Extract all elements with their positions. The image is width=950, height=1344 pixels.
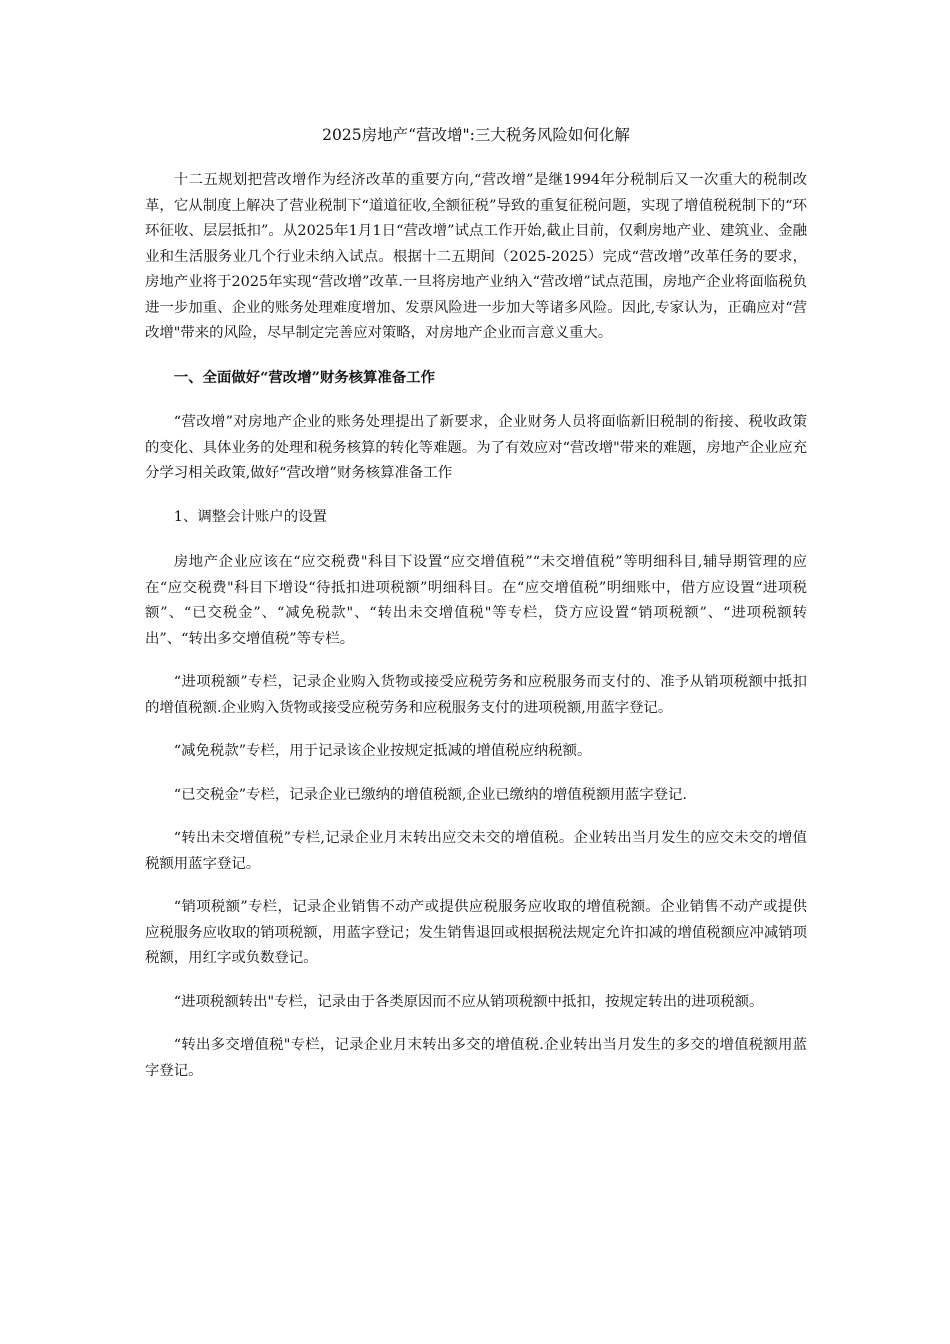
input-tax-paragraph: “进项税额”专栏，记录企业购入货物或接受应税劳务和应税服务而支付的、准予从销项税额中抵扣的增值税额.企业购入货物或接受应税劳务和应税服务支付的进项税额,用蓝字登记。 bbox=[145, 674, 807, 716]
subsection-heading-accounts: 1、调整会计账户的设置 bbox=[173, 508, 327, 525]
transfer-unpaid-paragraph: “转出未交增值税”专栏,记录企业月末转出应交未交的增值税。企业转出当月发生的应交未交的增值税额用蓝字登记。 bbox=[145, 830, 807, 872]
section-heading-1: 一、全面做好“营改增”财务核算准备工作 bbox=[173, 368, 435, 386]
output-tax-paragraph: “销项税额”专栏，记录企业销售不动产或提供应税服务应收取的增值税额。企业销售不动产或提供应税服务应收取的销项税额，用蓝字登记；发生销售退回或根据税法规定允许扣减的增值税额应冲减销项税额，用红字或负数登记。 bbox=[145, 899, 807, 966]
tax-paid-paragraph: “已交税金”专栏，记录企业已缴纳的增值税额,企业已缴纳的增值税额用蓝字登记. bbox=[173, 786, 687, 803]
transfer-overpaid-paragraph: “转出多交增值税"专栏，记录企业月末转出多交的增值税.企业转出当月发生的多交的增值税额用蓝字登记。 bbox=[145, 1037, 807, 1079]
section-1-paragraph: “营改增”对房地产企业的账务处理提出了新要求，企业财务人员将面临新旧税制的衔接、税收政策的变化、具体业务的处理和税务核算的转化等难题。为了有效应对“营改增"带来的难题，房地产企业应充分学习相关政策,做好“营改增”财务核算准备工作 bbox=[145, 414, 807, 481]
input-tax-transfer-paragraph: “进项税额转出"专栏，记录由于各类原因而不应从销项税额中抵扣，按规定转出的进项税额。 bbox=[173, 993, 764, 1010]
document-body bbox=[145, 122, 807, 1102]
intro-paragraph: 十二五规划把营改增作为经济改革的重要方向,“营改增”是继1994年分税制后又一次重大的税制改革，它从制度上解决了营业税制下“道道征收,全额征税”导致的重复征税问题，实现了增值税税制下的“环环征收、层层抵扣”。从2025年1月1日“营改增”试点工作开始,截止目前，仅剩房地产业、建筑业、金融业和生活服务业几个行业未纳入试点。根据十二五期间（2025-2025）完成“营改增”改革任务的要求，房地产业将于2025年实现“营改增”改革.一旦将房地产业纳入“营改增”试点范围，房地产企业将面临税负进一步加重、企业的账务处理难度增加、发票风险进一步加大等诸多风险。因此,专家认为，正确应对“营改增"带来的风险，尽早制定完善应对策略，对房地产企业而言意义重大。 bbox=[145, 172, 807, 341]
document-title: 2025房地产“营改增":三大税务风险如何化解 bbox=[322, 126, 630, 144]
tax-relief-paragraph: “减免税款”专栏，用于记录该企业按规定抵减的增值税应纳税额。 bbox=[173, 743, 592, 759]
accounts-setup-paragraph: 房地产企业应该在“应交税费"科目下设置“应交增值税”“未交增值税”等明细科目,辅导期管理的应在“应交税费"科目下增设“待抵扣进项税额”明细科目。在“应交增值税”明细账中，借方应设置“进项税额”、“已交税金”、“减免税款"、“转出未交增值税"等专栏，贷方应设置“销项税额”、“进项税额转出”、“转出多交增值税”等专栏。 bbox=[145, 554, 807, 647]
